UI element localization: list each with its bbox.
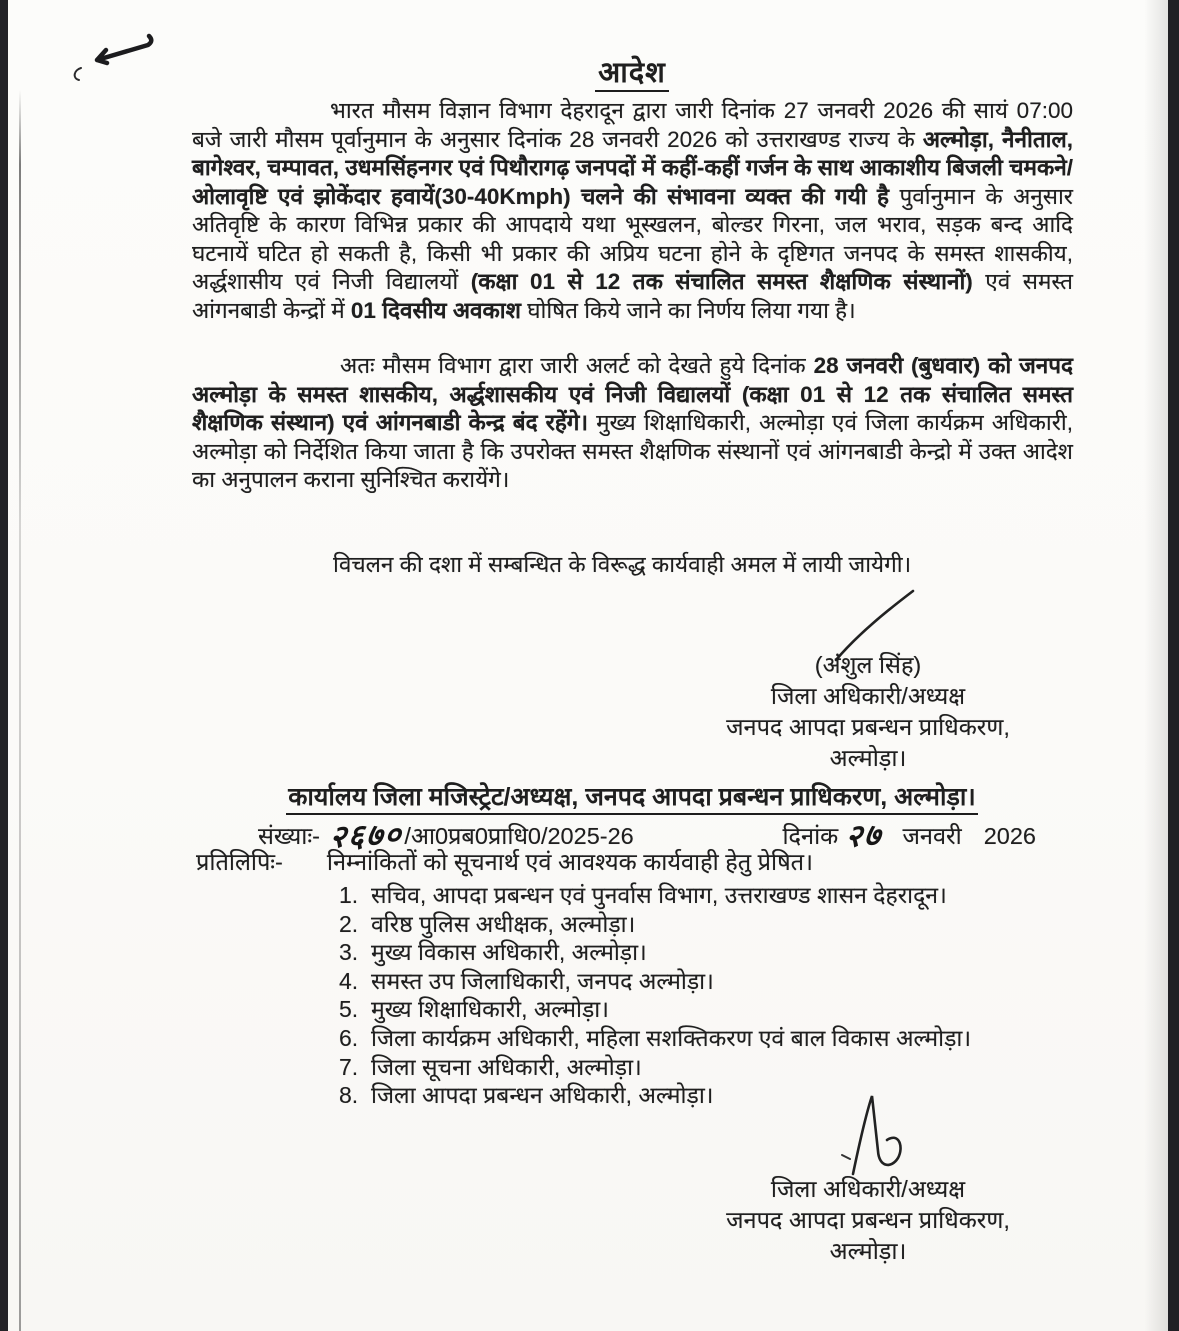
recipient-text: मुख्य विकास अधिकारी, अल्मोड़ा। bbox=[371, 939, 647, 966]
recipient-number: 4. bbox=[339, 967, 359, 994]
recipient-text: सचिव, आपदा प्रबन्धन एवं पुनर्वास विभाग, उत्तराखण्ड शासन देहरादून। bbox=[371, 882, 947, 908]
copy-recipient-item bbox=[339, 910, 1059, 939]
text-segment: घोषित किये जाने का निर्णय लिया गया है। bbox=[520, 297, 856, 323]
ref-number-handwritten: २६७० bbox=[328, 816, 404, 855]
text-segment: (कक्षा 01 से 12 तक संचालित समस्त शैक्षणिक संस्थानों) bbox=[470, 269, 973, 294]
copy-recipient-item bbox=[339, 1053, 1059, 1082]
recipient-number: 3. bbox=[339, 939, 359, 966]
recipient-number: 6. bbox=[339, 1024, 359, 1051]
document-title bbox=[192, 52, 1072, 91]
text-segment: अतः मौसम विभाग द्वारा जारी अलर्ट को देखते हुये दिनांक bbox=[340, 353, 814, 378]
signature-block-top bbox=[703, 650, 1033, 774]
ref-date-year: 2026 bbox=[983, 823, 1036, 849]
ref-date-handwritten: २७ bbox=[844, 817, 884, 854]
copy-to-label: प्रतिलिपिः- bbox=[196, 849, 283, 875]
copy-recipient-item bbox=[339, 1081, 1059, 1110]
paragraph-deviation-warning bbox=[192, 551, 1073, 580]
pen-small-mark bbox=[75, 68, 81, 80]
signatory-organization: जनपद आपदा प्रबन्धन प्राधिकरण, bbox=[726, 714, 1010, 740]
signatory-designation: जिला अधिकारी/अध्यक्ष bbox=[770, 1176, 966, 1202]
copy-recipient-item bbox=[339, 938, 1059, 967]
paragraph-weather-forecast bbox=[192, 97, 1073, 325]
ref-date-label: दिनांक bbox=[782, 823, 839, 849]
scan-shadow-right bbox=[1144, 0, 1168, 1331]
recipient-number: 2. bbox=[339, 910, 359, 937]
text-segment: भारत मौसम विज्ञान विभाग देहरादून द्वारा जारी दिनांक 27 जनवरी 2026 की सायं 07:00 बजे जारी मौसम पूर्वानुमान के अनुसार दिनांक 28 जनवरी 2026 को उत्तराखण्ड राज्य के bbox=[192, 98, 1073, 152]
signatory-name: (अंशुल सिंह) bbox=[814, 652, 922, 678]
recipient-text: जिला आपदा प्रबन्धन अधिकारी, अल्मोड़ा। bbox=[371, 1082, 714, 1109]
office-heading bbox=[192, 779, 1072, 813]
recipient-text: जिला कार्यक्रम अधिकारी, महिला सशक्तिकरण एवं बाल विकास अल्मोड़ा। bbox=[371, 1024, 972, 1051]
document-title-text: आदेश bbox=[595, 57, 669, 92]
pen-tick-mark bbox=[97, 36, 151, 63]
ref-number-label: संख्याः- bbox=[258, 823, 320, 849]
recipient-text: जिला सूचना अधिकारी, अल्मोड़ा। bbox=[371, 1053, 642, 1080]
signatory-place: अल्मोड़ा। bbox=[829, 1238, 907, 1264]
copy-recipient-list bbox=[339, 881, 1059, 1110]
text-segment: 28 जनवरी (बुधवार) को जनपद अल्मोड़ा के समस्त शासकीय, अर्द्धशासकीय एवं निजी विद्यालयों (कक्षा 01 से 12 तक संचालित समस्त शैक्षणिक संस्थान) एवं आंगनबाडी केन्द्र बंद रहेंगे। bbox=[192, 353, 1073, 435]
copy-recipient-item bbox=[339, 881, 1059, 910]
recipient-text: मुख्य शिक्षाधिकारी, अल्मोड़ा। bbox=[371, 996, 609, 1023]
text-segment: एवं समस्त आंगनबाडी केन्द्रों में bbox=[192, 269, 1073, 323]
recipient-number: 7. bbox=[339, 1053, 359, 1080]
office-heading-text: कार्यालय जिला मजिस्ट्रेट/अध्यक्ष, जनपद आपदा प्रबन्धन प्राधिकरण, अल्मोड़ा। bbox=[286, 783, 978, 815]
text-segment: विचलन की दशा में सम्बन्धित के विरूद्ध कार्यवाही अमल में लायी जायेगी। bbox=[333, 552, 912, 577]
text-segment: अल्मोड़ा, नैनीताल, बागेश्वर, चम्पावत, उधमसिंहनगर एवं पिथौरागढ़ जनपदों में कहीं-कहीं गर्जन के साथ आकाशीय बिजली चमकने/ओलावृष्टि एवं झोकेंदार हवायें(30-40Kmph) चलने की संभावना व्यक्त की गयी है bbox=[192, 126, 1073, 209]
paper-fold-crease bbox=[19, 90, 21, 1331]
paragraph-closure-order bbox=[192, 352, 1073, 495]
text-segment: पुर्वानुमान के अनुसार अतिवृष्टि के कारण विभिन्न प्रकार की आपदाये यथा भूस्खलन, बोल्डर गिरना, जल भराव, सड़क बन्द आदि घटनायें घटित हो सकती है, किसी भी प्रकार की अप्रिय घटना होने के दृष्टिगत जनपद के समस्त शासकीय, अर्द्धशासीय एवं निजी विद्यालयों bbox=[192, 183, 1074, 294]
text-segment: मुख्य शिक्षाधिकारी, अल्मोड़ा एवं जिला कार्यक्रम अधिकारी, अल्मोड़ा को निर्देशित किया जाता है कि उपरोक्त समस्त शैक्षणिक संस्थानों एवं आंगनबाडी केन्द्रो में उक्त आदेश का अनुपालन कराना सुनिश्चित करायेंगे। bbox=[192, 410, 1073, 492]
recipient-number: 8. bbox=[339, 1082, 359, 1109]
recipient-number: 5. bbox=[339, 996, 359, 1023]
recipient-text: समस्त उप जिलाधिकारी, जनपद अल्मोड़ा। bbox=[371, 967, 714, 994]
scan-edge-right bbox=[1168, 0, 1179, 1331]
text-segment: 01 दिवसीय अवकाश bbox=[350, 297, 521, 323]
signature-dash-bottom bbox=[842, 1155, 850, 1159]
signatory-organization: जनपद आपदा प्रबन्धन प्राधिकरण, bbox=[726, 1207, 1010, 1233]
signature-block-bottom bbox=[703, 1174, 1033, 1267]
signatory-designation: जिला अधिकारी/अध्यक्ष bbox=[770, 683, 966, 709]
recipient-text: वरिष्ठ पुलिस अधीक्षक, अल्मोड़ा। bbox=[371, 910, 636, 937]
recipient-number: 1. bbox=[339, 882, 359, 908]
copy-to-note: निम्नांकितों को सूचनार्थ एवं आवश्यक कार्यवाही हेतु प्रेषित। bbox=[326, 849, 813, 875]
scan-edge-left bbox=[0, 0, 8, 1331]
copy-recipient-item bbox=[339, 995, 1059, 1024]
copy-to-line bbox=[196, 845, 813, 877]
signatory-place: अल्मोड़ा। bbox=[829, 745, 907, 771]
ref-date-month: जनवरी bbox=[902, 823, 962, 849]
copy-recipient-item bbox=[339, 1024, 1059, 1053]
ref-number-suffix: /आ0प्रब0प्राधि0/2025-26 bbox=[404, 823, 634, 849]
copy-recipient-item bbox=[339, 967, 1059, 996]
